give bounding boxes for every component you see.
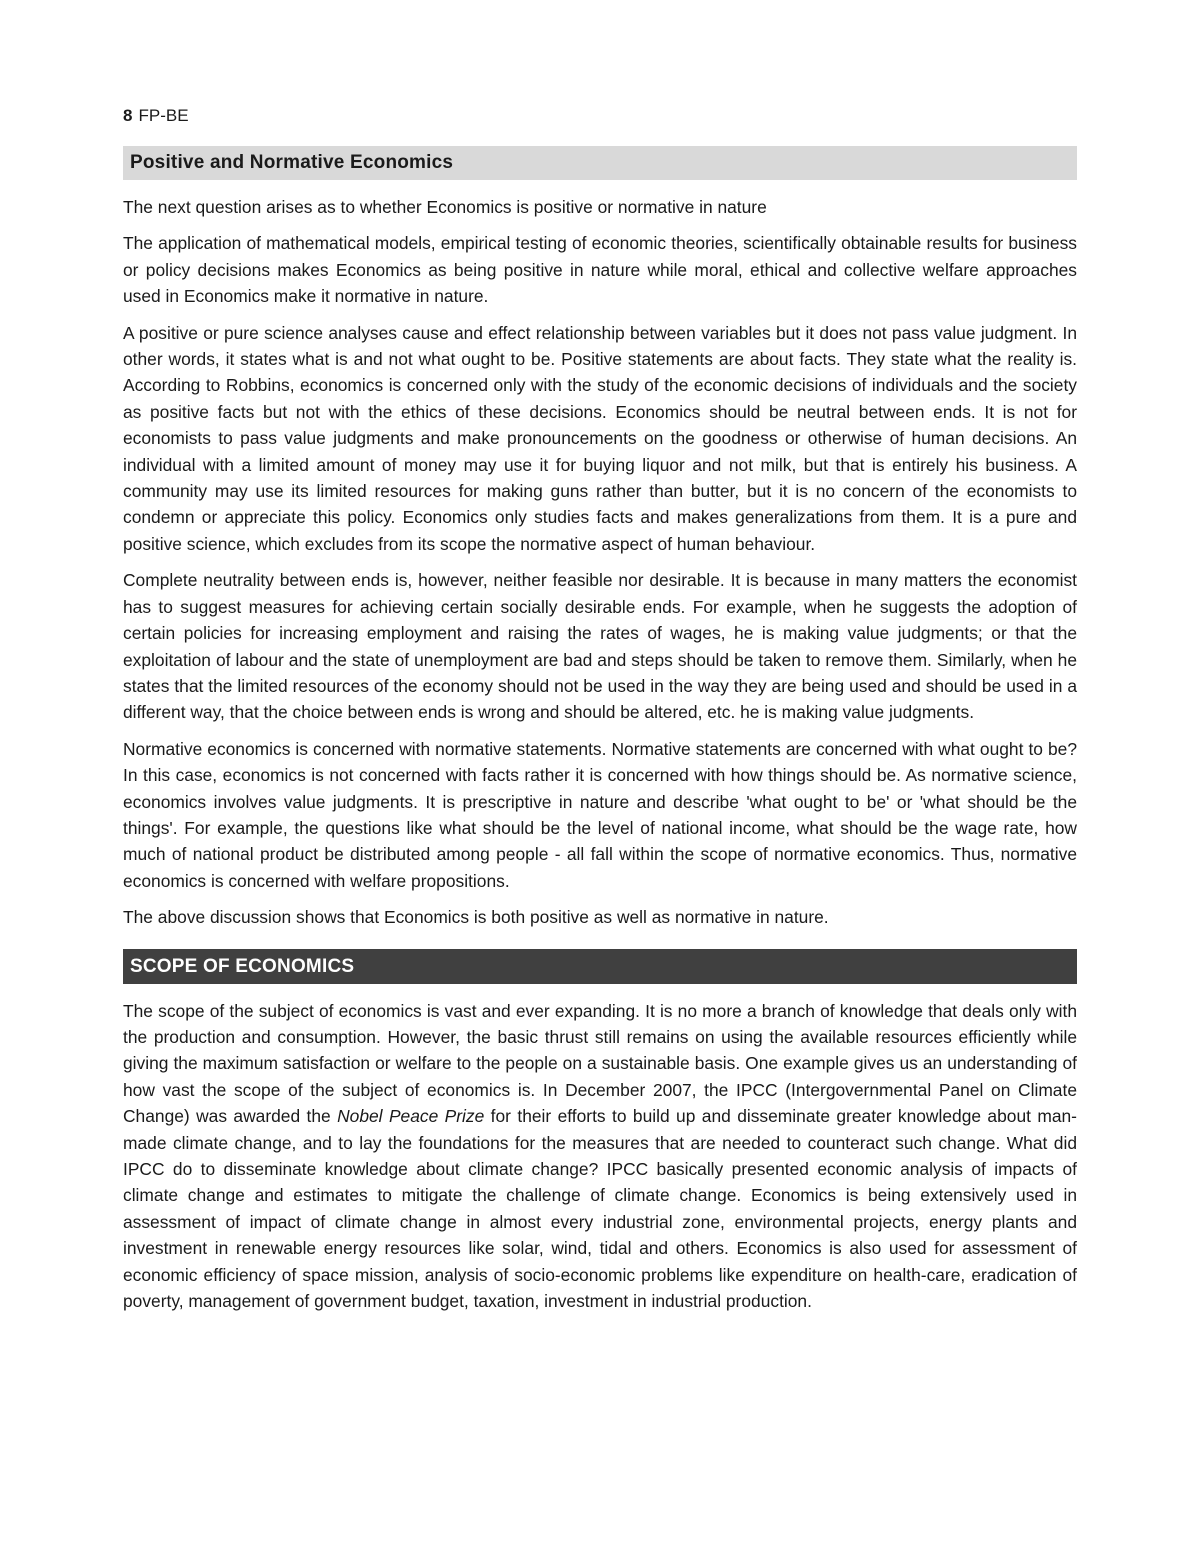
- section-heading-scope: SCOPE OF ECONOMICS: [123, 949, 1077, 984]
- page-number: 8: [123, 106, 133, 125]
- paragraph: The application of mathematical models, empirical testing of economic theories, scientifically obtainable results for business or policy decisions makes Economics as being positive in nature while moral, ethical and collective welfare approaches used in Economics make it normative in nature.: [123, 233, 1077, 307]
- italic-text-run: Nobel Peace Prize: [337, 1106, 485, 1127]
- text-run: for their efforts to build up and disseminate greater knowledge about man-made climate change, and to lay the foundations for the measures that are needed to counteract such change. What did IPCC do to disseminate knowledge about climate change? IPCC basically presented economic analysis of impacts of climate change and estimates to mitigate the challenge of climate change. Economics is being extensively used in assessment of impact of climate change in almost every industrial zone, environmental projects, energy plants and investment in renewable energy resources like solar, wind, tidal and others. Economics is also used for assessment of economic efficiency of space mission, analysis of socio-economic problems like expenditure on health-care, eradication of poverty, management of government budget, taxation, investment in industrial production.: [123, 1106, 1077, 1312]
- text-run: The scope of the subject of economics is vast and ever expanding. It is no more a branch of knowledge that deals only with the production and consumption. However, the basic thrust still remains on using the available resources efficiently while giving the maximum satisfaction or welfare to the people on a sustainable basis. One example gives us an understanding of how vast the scope of the subject of economics is. In December 2007, the IPCC (Intergovernmental Panel on Climate Change) was awarded the: [123, 1000, 1077, 1127]
- paragraph-scope: [123, 998, 1077, 1315]
- section-heading-positive-normative: Positive and Normative Economics: [123, 146, 1077, 180]
- paragraph: Normative economics is concerned with normative statements. Normative statements are concerned with what ought to be? In this case, economics is not concerned with facts rather it is concerned with how things should be. As normative science, economics involves value judgments. It is prescriptive in nature and describe 'what ought to be' or 'what should be the things'. For example, the questions like what should be the level of national income, what should be the wage rate, how much of national product be distributed among people - all fall within the scope of normative economics. Thus, normative economics is concerned with welfare propositions.: [123, 738, 1077, 891]
- document-page: [123, 104, 1077, 1324]
- paragraph: Complete neutrality between ends is, however, neither feasible nor desirable. It is because in many matters the economist has to suggest measures for achieving certain socially desirable ends. For example, when he suggests the adoption of certain policies for increasing employment and raising the rates of wages, he is making value judgments; or that the exploitation of labour and the state of unemployment are bad and steps should be taken to remove them. Similarly, when he states that the limited resources of the economy should not be used in the way they are being used and should be used in a different way, that the choice between ends is wrong and should be altered, etc. he is making value judgments.: [123, 570, 1077, 723]
- running-title: FP-BE: [138, 106, 189, 125]
- paragraph: The above discussion shows that Economics is both positive as well as normative in nature.: [123, 907, 829, 928]
- paragraph: A positive or pure science analyses cause and effect relationship between variables but it does not pass value judgment. In other words, it states what is and not what ought to be. Positive statements are about facts. They state what the reality is. According to Robbins, economics is concerned only with the study of the economic decisions of individuals and the society as positive facts but not with the ethics of these decisions. Economics should be neutral between ends. It is not for economists to pass value judgments and make pronouncements on the goodness or otherwise of human decisions. An individual with a limited amount of money may use it for buying liquor and not milk, but that is entirely his business. A community may use its limited resources for making guns rather than butter, but it is no concern of the economists to condemn or appreciate this policy. Economics only studies facts and makes generalizations from them. It is a pure and positive science, which excludes from its scope the normative aspect of human behaviour.: [123, 322, 1077, 554]
- paragraph: The next question arises as to whether Economics is positive or normative in nature: [123, 197, 767, 217]
- running-header: [123, 104, 1077, 128]
